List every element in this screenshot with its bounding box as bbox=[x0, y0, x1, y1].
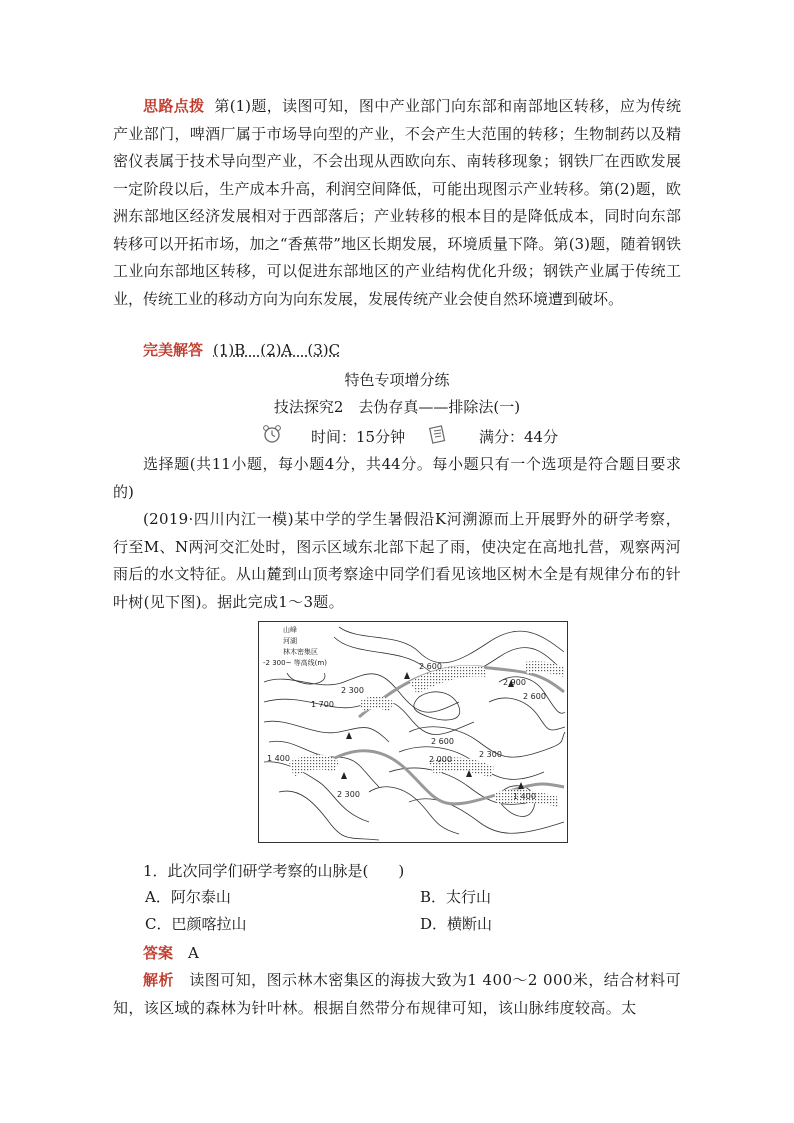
contour-label: 2 600 bbox=[419, 662, 442, 671]
perfect-answer-tag: 完美解答 bbox=[143, 341, 204, 359]
section-title: 特色专项增分练 bbox=[344, 371, 450, 389]
explanation-label: 解析 bbox=[143, 971, 174, 989]
perfect-answer-line bbox=[113, 337, 681, 365]
option-d: D．横断山 bbox=[420, 915, 493, 933]
answer-label: 答案 bbox=[143, 944, 174, 962]
contour-label: 1 400 bbox=[513, 792, 536, 801]
contour-label: 2 000 bbox=[429, 755, 452, 764]
alarm-clock-icon bbox=[262, 424, 282, 444]
option-b: B．太行山 bbox=[420, 888, 492, 906]
legend-peak: 山峰 bbox=[283, 626, 297, 634]
explanation-paragraph bbox=[113, 967, 681, 1022]
contour-label: 2 300 bbox=[341, 686, 364, 695]
explanation-text: 读图可知，图示林木密集区的海拔大致为1 400～2 000米，结合材料可知，该区域的森林为针叶林。根据自然带分布规律可知，该山脉纬度较高。太 bbox=[113, 971, 681, 1017]
legend-contour: -2 300~ 等高线(m) bbox=[263, 659, 327, 667]
legend-river: 河湖 bbox=[283, 637, 297, 645]
question-stem: 1．此次同学们研学考察的山脉是( ) bbox=[143, 862, 405, 880]
section-subtitle: 技法探究2 去伪存真——排除法(一) bbox=[273, 398, 521, 416]
analysis-paragraph bbox=[113, 93, 681, 313]
contour-label: 2 900 bbox=[503, 678, 526, 687]
option-c: C．巴颜喀拉山 bbox=[145, 915, 247, 933]
contour-label: 2 600 bbox=[523, 692, 546, 701]
test-paper-icon bbox=[428, 424, 448, 444]
time-label: 时间：15分钟 bbox=[311, 428, 406, 446]
option-a: A．阿尔泰山 bbox=[145, 888, 231, 906]
answer-line bbox=[113, 940, 681, 968]
analysis-text: 第(1)题，读图可知，图中产业部门向东部和南部地区转移，应为传统产业部门，啤酒厂属于市场导向型的产业，不会产生大范围的转移；生物制药以及精密仪表属于技术导向型产业，不会出现从西欧向东、南转移现象；钢铁厂在西欧发展一定阶段以后，生产成本升高，利润空间降低，可能出现图示产业转移。第(2)题，欧洲东部地区经济发展相对于西部落后；产业转移的根本目的是降低成本，同时向东部转移可以开拓市场，加之“香蕉带”地区长期发展，环境质量下降。第(3)题，随着钢铁工业向东部地区转移，可以促进东部地区的产业结构优化升级；钢铁产业属于传统工业，传统工业的移动方向为向东发展，发展传统产业会使自然环境遭到破坏。 bbox=[113, 97, 681, 308]
contour-label: 1 400 bbox=[267, 754, 290, 763]
instructions: 选择题(共11小题，每小题4分，共44分。每小题只有一个选项是符合题目要求的) bbox=[113, 455, 681, 501]
contour-label: 2 300 bbox=[337, 790, 360, 799]
contour-label: 2 300 bbox=[479, 750, 502, 759]
legend-forest: 林木密集区 bbox=[283, 648, 318, 656]
score-label: 满分：44分 bbox=[479, 428, 559, 446]
time-score-row bbox=[262, 424, 582, 448]
answer-value: A bbox=[188, 944, 199, 962]
contour-label: 2 600 bbox=[431, 737, 454, 746]
contour-label: 1 700 bbox=[311, 700, 334, 709]
question-material: (2019·四川内江一模)某中学的学生暑假沿K河溯源而上开展野外的研学考察，行至M、N两河交汇处时，图示区域东北部下起了雨，使决定在高地扎营，观察两河雨后的水文特征。从山麓到山顶考察途中同学们看见该地区树木全是有规律分布的针叶树(见下图)。据此完成1～3题。 bbox=[113, 510, 681, 611]
perfect-answer-text: (1)B (2)A (3)C bbox=[213, 341, 341, 359]
analysis-tag: 思路点拨 bbox=[143, 97, 205, 115]
map-legend bbox=[263, 625, 333, 673]
contour-map bbox=[258, 621, 568, 843]
